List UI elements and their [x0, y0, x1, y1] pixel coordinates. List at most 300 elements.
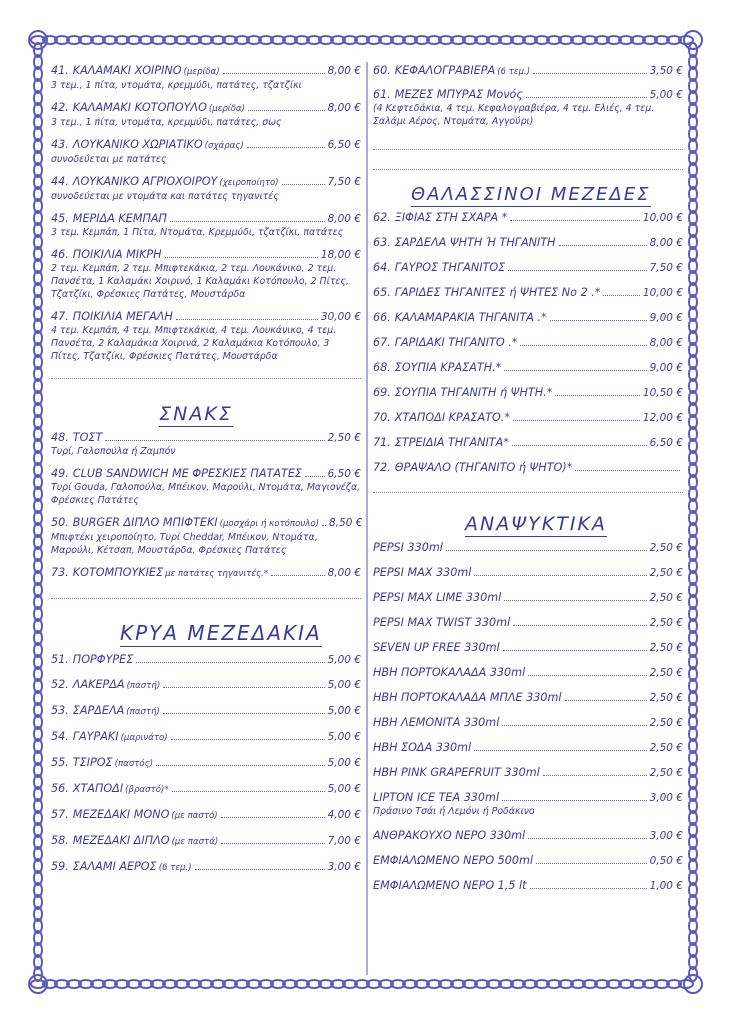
item-name: ΓΑΡΙΔΕΣ ΤΗΓΑΝΙΤΕΣ ή ΨΗΤΕΣ No 2 .*: [394, 286, 601, 299]
item-number: 72.: [373, 461, 391, 474]
menu-item: [373, 766, 683, 780]
menu-item: [51, 212, 361, 239]
dot-leader: [526, 97, 647, 98]
menu-item: [373, 261, 683, 275]
dot-leader: [163, 687, 324, 688]
dotted-separator: [51, 377, 361, 379]
item-price: 7,50 €: [649, 262, 683, 274]
dot-leader: [550, 320, 647, 321]
menu-item: [373, 879, 683, 893]
menu-item: [51, 653, 361, 667]
menu-item-row: [373, 88, 683, 102]
item-description: (4 Κεφτεδάκια, 4 τεμ. Κεφαλογραβιέρα, 4 τεμ. Ελιές, 4 τεμ. Σαλάμι Αέρος, Ντομάτα, Αγγούρι): [373, 103, 655, 127]
menu-item: [373, 666, 683, 680]
item-name: ΗΒΗ ΠΟΡΤΟΚΑΛΑΔΑ 330ml: [373, 666, 526, 679]
item-note: (μερίδα): [208, 104, 245, 114]
menu-item: [373, 641, 683, 655]
menu-item: [373, 854, 683, 868]
menu-item: [51, 756, 361, 771]
item-price: 9,00 €: [649, 362, 683, 374]
seafood-section: [373, 211, 683, 475]
dot-leader: [172, 791, 325, 792]
item-number: 45.: [51, 212, 69, 225]
item-number: 49.: [51, 467, 69, 480]
item-name: ΚΑΛΑΜΑΚΙ ΚΟΤΟΠΟΥΛΟ: [72, 101, 207, 114]
item-name: ΜΕΖΕΣ ΜΠΥΡΑΣ Μονός: [394, 88, 523, 101]
item-number: 42.: [51, 101, 69, 114]
item-price: 8,00 €: [649, 237, 683, 249]
menu-item: [373, 64, 683, 79]
dot-leader: [322, 525, 326, 526]
item-price: 1,00 €: [649, 880, 683, 892]
item-price: 9,00 €: [649, 312, 683, 324]
item-number: 68.: [373, 361, 391, 374]
item-name: ΚΕΦΑΛΟΓΡΑΒΙΕΡΑ: [394, 64, 496, 77]
item-price: 5,00 €: [327, 731, 361, 743]
item-description: Μπιφτέκι χειροποίητο, Τυρί Cheddar, Μπέικον, Ντομάτα, Μαρούλι, Κέτσαπ, Μουστάρδα, Φρέσκιες Πατάτες: [51, 532, 318, 556]
menu-item-row: [373, 436, 683, 450]
item-name: PEPSI MAX 330ml: [373, 566, 472, 579]
menu-item: [373, 436, 683, 450]
item-name: PEPSI MAX TWIST 330ml: [373, 616, 511, 629]
dot-leader: [474, 750, 646, 751]
menu-item-row: [373, 616, 683, 630]
menu-item: [51, 782, 361, 797]
dot-leader: [603, 295, 640, 296]
dotted-separator: [373, 148, 683, 150]
dot-leader: [504, 370, 646, 371]
menu-item: [51, 431, 361, 458]
menu-item-row: [51, 756, 361, 771]
item-price: 6,50 €: [327, 468, 361, 480]
menu-item-row: [373, 829, 683, 843]
item-price: 0,50 €: [649, 855, 683, 867]
item-price: 30,00 €: [320, 311, 361, 323]
dot-leader: [512, 445, 647, 446]
menu-item-row: [51, 212, 361, 226]
item-price: 8,00 €: [327, 65, 361, 77]
item-number: 47.: [51, 310, 69, 323]
item-name: LIPTON ICE TEA 330ml: [373, 791, 500, 804]
snacks-heading: ΣΝΑΚΣ: [159, 403, 233, 425]
seafood-heading: ΘΑΛΑΣΣΙΝΟΙ ΜΕΖΕΔΕΣ: [411, 184, 651, 205]
item-name: ΗΒΗ ΛΕΜΟΝΙΤΑ 330ml: [373, 716, 500, 729]
menu-item: [373, 616, 683, 630]
item-note: (χειροποίητο): [219, 178, 279, 188]
item-description: Τυρί Gouda, Γαλοπούλα, Μπέικον, Μαρούλι, Ντομάτα, Μαγιονέζα, Φρέσκιες Πατάτες: [51, 482, 361, 506]
item-description: Πράσινο Τσάι ή Λεμόνι ή Ροδάκινο: [373, 806, 535, 817]
menu-item-row: [51, 653, 361, 667]
item-name: ΜΕΖΕΔΑΚΙ ΔΙΠΛΟ: [72, 834, 170, 847]
item-price: 8,50 €: [329, 517, 363, 529]
item-price: 2,50 €: [649, 542, 683, 554]
item-price: 18,00 €: [320, 249, 361, 261]
item-number: 54.: [51, 730, 69, 743]
item-description: συνοδεύεται με πατάτες: [51, 154, 167, 165]
item-note: (παστή): [126, 707, 160, 717]
dot-leader: [221, 817, 325, 818]
menu-item: [373, 461, 683, 475]
item-name: ΛΟΥΚΑΝΙΚΟ ΧΩΡΙΑΤΙΚΟ: [72, 138, 203, 151]
item-note: με πατάτες τηγανιτές.*: [165, 569, 269, 579]
dot-leader: [223, 73, 325, 74]
menu-item: [373, 741, 683, 755]
item-price: 2,50 €: [649, 742, 683, 754]
menu-item: [373, 336, 683, 350]
menu-item-row: [373, 311, 683, 325]
menu-item-row: [373, 386, 683, 400]
item-price: 2,50 €: [649, 642, 683, 654]
menu-item-row: [373, 591, 683, 605]
item-name: ΜΕΖΕΔΑΚΙ ΜΟΝΟ: [72, 808, 170, 821]
menu-item-row: [373, 879, 683, 893]
menu-item: [373, 211, 683, 225]
item-name: ΣΟΥΠΙΑ ΚΡΑΣΑΤΗ.*: [394, 361, 502, 374]
dot-leader: [503, 650, 647, 651]
menu-item-row: [51, 101, 361, 116]
dot-leader: [271, 575, 324, 576]
menu-item-row: [51, 730, 361, 745]
item-description: 3 τεμ., 1 πίτα, ντομάτα, κρεμμύδι, πατάτες, σως: [51, 117, 282, 128]
menu-item: [51, 808, 361, 823]
dot-leader: [504, 600, 646, 601]
soft-drinks-section: [373, 541, 683, 893]
item-note: (παστός): [114, 759, 154, 769]
item-number: 66.: [373, 311, 391, 324]
item-name: ΚΟΤΟΜΠΟΥΚΙΕΣ: [72, 566, 164, 579]
item-name: ΓΑΥΡΟΣ ΤΗΓΑΝΙΤΟΣ: [394, 261, 506, 274]
dotted-separator: [373, 491, 683, 493]
dot-leader: [136, 662, 324, 663]
item-name: CLUB SANDWICH ΜΕ ΦΡΕΣΚΙΕΣ ΠΑΤΑΤΕΣ: [72, 467, 302, 480]
item-name: ΣΑΛΑΜΙ ΑΕΡΟΣ: [72, 860, 157, 873]
menu-item-row: [373, 461, 683, 475]
item-name: ΗΒΗ PINK GRAPEFRUIT 330ml: [373, 766, 540, 779]
item-note: (βραστό)*: [125, 785, 169, 795]
dot-leader: [105, 440, 324, 441]
menu-item: [51, 175, 361, 203]
item-price: 6,50 €: [327, 139, 361, 151]
item-price: 8,00 €: [649, 337, 683, 349]
item-number: 46.: [51, 248, 69, 261]
dot-leader: [528, 838, 646, 839]
menu-item-row: [51, 834, 361, 849]
item-name: ΗΒΗ ΣΟΔΑ 330ml: [373, 741, 472, 754]
menu-item-row: [51, 467, 361, 481]
menu-item-row: [373, 716, 683, 730]
dot-leader: [165, 257, 318, 258]
menu-item-row: [373, 64, 683, 79]
item-name: ΑΝΘΡΑΚΟΥΧΟ ΝΕΡΟ 330ml: [373, 829, 526, 842]
menu-item: [51, 516, 361, 557]
item-name: ΤΣΙΡΟΣ: [72, 756, 113, 769]
menu-item-row: [373, 741, 683, 755]
dot-leader: [176, 319, 318, 320]
item-price: 4,00 €: [327, 809, 361, 821]
item-price: 12,00 €: [642, 412, 683, 424]
menu-item: [51, 834, 361, 849]
dot-leader: [502, 725, 646, 726]
item-number: 63.: [373, 236, 391, 249]
item-name: ΣΑΡΔΕΛΑ ΨΗΤΗ Ή ΤΗΓΑΝΙΤΗ: [394, 236, 556, 249]
dot-leader: [195, 869, 325, 870]
item-price: 5,00 €: [327, 679, 361, 691]
dotted-separator: [51, 597, 361, 599]
dot-leader: [555, 395, 640, 396]
item-note: (6 τεμ.): [497, 67, 531, 77]
menu-item-row: [373, 361, 683, 375]
dot-leader: [474, 575, 646, 576]
item-name: ΣΟΥΠΙΑ ΤΗΓΑΝΙΤΗ ή ΨΗΤΗ.*: [394, 386, 553, 399]
cold-mezedes-section: [51, 653, 361, 875]
item-name: ΞΙΦΙΑΣ ΣΤΗ ΣΧΑΡΑ *: [394, 211, 508, 224]
item-price: 8,00 €: [327, 213, 361, 225]
item-name: BURGER ΔΙΠΛΟ ΜΠΙΦΤΕΚΙ: [72, 516, 218, 529]
item-description: 2 τεμ. Κεμπάπ, 2 τεμ. Μπιφτεκάκια, 2 τεμ. Λουκάνικο, 2 τεμ. Πανσέτα, 1 Καλαμάκι Χοιρινό, 1 Καλαμάκι Κοτόπουλο, 2 Πίτες, Τζατζίκι, Φρέσκιες Πατάτες, Μουστάρδα: [51, 263, 349, 300]
item-number: 43.: [51, 138, 69, 151]
item-name: ΓΑΥΡΑΚΙ: [72, 730, 119, 743]
dot-leader: [575, 470, 680, 471]
item-number: 51.: [51, 653, 69, 666]
menu-item-row: [373, 666, 683, 680]
dot-leader: [533, 73, 646, 74]
menu-item: [51, 248, 361, 301]
menu-item-row: [373, 211, 683, 225]
menu-item-row: [51, 310, 361, 324]
item-price: 3,00 €: [649, 830, 683, 842]
item-price: 8,00 €: [327, 567, 361, 579]
item-price: 2,50 €: [649, 667, 683, 679]
item-price: 3,50 €: [649, 65, 683, 77]
menu-item-row: [51, 782, 361, 797]
dot-leader: [508, 270, 646, 271]
item-name: ΧΤΑΠΟΔΙ ΚΡΑΣΑΤΟ.*: [394, 411, 510, 424]
dot-leader: [170, 221, 325, 222]
soft-drinks-heading: ΑΝΑΨΥΚΤΙΚΑ: [465, 513, 607, 535]
item-price: 5,00 €: [327, 705, 361, 717]
menu-item-row: [51, 860, 361, 875]
menu-item-row: [51, 566, 361, 581]
menu-item-row: [51, 64, 361, 79]
item-price: 2,50 €: [649, 617, 683, 629]
dot-leader: [156, 765, 325, 766]
item-number: 67.: [373, 336, 391, 349]
menu-item: [373, 411, 683, 425]
item-name: PEPSI 330ml: [373, 541, 443, 554]
item-note: (με παστό): [171, 811, 218, 821]
item-name: ΘΡΑΨΑΛΟ (ΤΗΓΑΝΙΤΟ ή ΨΗΤΟ)*: [394, 461, 573, 474]
item-number: 52.: [51, 678, 69, 691]
item-price: 10,50 €: [642, 387, 683, 399]
item-note: (με παστά): [171, 837, 219, 847]
menu-item-row: [373, 261, 683, 275]
item-name: ΜΕΡΙΔΑ ΚΕΜΠΑΠ: [72, 212, 167, 225]
item-note: (σχάρας): [204, 141, 244, 151]
item-price: 5,00 €: [327, 757, 361, 769]
menu-item: [373, 591, 683, 605]
item-name: ΧΤΑΠΟΔΙ: [72, 782, 124, 795]
item-name: ΛΑΚΕΡΔΑ: [72, 678, 125, 691]
dot-leader: [513, 625, 647, 626]
item-price: 2,50 €: [649, 692, 683, 704]
menu-item: [373, 566, 683, 580]
menu-item: [51, 566, 361, 581]
menu-item-row: [51, 678, 361, 693]
item-number: 71.: [373, 436, 391, 449]
dot-leader: [513, 420, 640, 421]
item-name: ΠΟΙΚΙΛΙΑ ΜΙΚΡΗ: [72, 248, 162, 261]
menu-item-row: [373, 286, 683, 300]
item-number: 69.: [373, 386, 391, 399]
item-price: 2,50 €: [649, 592, 683, 604]
menu-item-row: [51, 808, 361, 823]
dot-leader: [502, 800, 647, 801]
menu-item: [51, 860, 361, 875]
menu-item-row: [373, 236, 683, 250]
item-number: 64.: [373, 261, 391, 274]
menu-item: [51, 704, 361, 719]
item-number: 73.: [51, 566, 69, 579]
item-number: 62.: [373, 211, 391, 224]
item-number: 70.: [373, 411, 391, 424]
item-name: ΣΑΡΔΕΛΑ: [72, 704, 125, 717]
cold-mezedes-heading: ΚΡΥΑ ΜΕΖΕΔΑΚΙΑ: [120, 621, 322, 645]
menu-item: [373, 361, 683, 375]
dot-leader: [282, 184, 325, 185]
item-name: ΚΑΛΑΜΑΚΙ ΧΟΙΡΙΝΟ: [72, 64, 182, 77]
item-number: 60.: [373, 64, 391, 77]
left-column: [51, 64, 361, 886]
menu-item: [51, 138, 361, 166]
item-name: ΓΑΡΙΔΑΚΙ ΤΗΓΑΝΙΤΟ .*: [394, 336, 518, 349]
item-price: 6,50 €: [649, 437, 683, 449]
item-note: (6 τεμ.): [158, 863, 192, 873]
beer-mezes-section: [373, 64, 683, 128]
item-number: 53.: [51, 704, 69, 717]
menu-item: [373, 541, 683, 555]
item-number: 50.: [51, 516, 69, 529]
menu-item-row: [373, 791, 683, 805]
dotted-separator: [373, 168, 683, 170]
menu-item-row: [373, 641, 683, 655]
dot-leader: [221, 843, 324, 844]
item-price: 5,00 €: [327, 783, 361, 795]
item-price: 8,00 €: [327, 102, 361, 114]
item-name: ΕΜΦΙΑΛΩΜΕΝΟ ΝΕΡΟ 500ml: [373, 854, 534, 867]
menu-item-row: [51, 248, 361, 262]
item-note: (παστή): [126, 681, 161, 691]
dot-leader: [163, 713, 325, 714]
menu-item-row: [51, 175, 361, 190]
dot-leader: [520, 345, 646, 346]
menu-item-row: [51, 138, 361, 153]
dot-leader: [528, 675, 646, 676]
item-price: 2,50 €: [327, 432, 361, 444]
item-description: συνοδεύεται με ντομάτα και πατάτες τηγανιτές: [51, 191, 279, 202]
item-description: 4 τεμ. Κεμπάπ, 4 τεμ. Μπιφτεκάκια, 4 τεμ. Λουκάνικο, 4 τεμ. Πανσέτα, 2 Καλαμάκια Χοιρινά, 2 Καλαμάκια Κοτόπουλο, 3 Πίτες, Τζατζίκι, Φρέσκιες Πατάτες, Μουστάρδα: [51, 325, 337, 362]
item-note: (μοσχάρι ή κοτόπουλο): [219, 519, 319, 529]
dot-leader: [543, 775, 647, 776]
dot-leader: [248, 110, 325, 111]
menu-item-row: [373, 411, 683, 425]
item-description: Τυρί, Γαλοπούλα ή Ζαμπόν: [51, 446, 176, 457]
menu-item: [373, 386, 683, 400]
item-number: 61.: [373, 88, 391, 101]
item-number: 58.: [51, 834, 69, 847]
item-description: 3 τεμ. Κεμπάπ, 1 Πίτα, Ντομάτα, Κρεμμύδι, τζατζίκι, πατάτες: [51, 227, 344, 238]
menu-item-row: [51, 516, 361, 531]
menu-item-row: [373, 766, 683, 780]
item-price: 3,00 €: [649, 792, 683, 804]
menu-item: [373, 286, 683, 300]
item-price: 10,00 €: [642, 212, 683, 224]
menu-item-row: [373, 854, 683, 868]
menu-item: [373, 791, 683, 818]
menu-item: [51, 64, 361, 92]
menu-item: [51, 101, 361, 129]
item-price: 7,50 €: [327, 176, 361, 188]
menu-item: [373, 691, 683, 705]
item-price: 5,00 €: [649, 89, 683, 101]
dot-leader: [536, 863, 647, 864]
item-description: 3 τεμ., 1 πίτα, ντομάτα, κρεμμύδι, πατάτες, τζατζίκι: [51, 80, 302, 91]
menu-item: [373, 236, 683, 250]
item-name: PEPSI MAX LIME 330ml: [373, 591, 502, 604]
menu-item-row: [51, 431, 361, 445]
menu-item-row: [373, 336, 683, 350]
menu-item-row: [373, 541, 683, 555]
item-number: 65.: [373, 286, 391, 299]
menu-item-row: [373, 691, 683, 705]
item-name: ΗΒΗ ΠΟΡΤΟΚΑΛΑΔΑ ΜΠΛΕ 330ml: [373, 691, 562, 704]
dot-leader: [530, 888, 647, 889]
dot-leader: [565, 700, 647, 701]
dot-leader: [510, 220, 640, 221]
dot-leader: [247, 147, 325, 148]
menu-item: [51, 678, 361, 693]
menu-item-row: [373, 566, 683, 580]
item-price: 3,00 €: [327, 861, 361, 873]
item-price: 10,00 €: [642, 287, 683, 299]
menu-item: [373, 829, 683, 843]
grill-section: [51, 64, 361, 363]
item-name: ΛΟΥΚΑΝΙΚΟ ΑΓΡΙΟΧΟΙΡΟΥ: [72, 175, 218, 188]
item-name: ΕΜΦΙΑΛΩΜΕΝΟ ΝΕΡΟ 1,5 lt: [373, 879, 527, 892]
item-name: ΣΤΡΕΙΔΙΑ ΤΗΓΑΝΙΤΑ*: [394, 436, 509, 449]
item-number: 56.: [51, 782, 69, 795]
menu-item: [51, 730, 361, 745]
item-price: 2,50 €: [649, 717, 683, 729]
menu-item: [51, 467, 361, 507]
item-number: 57.: [51, 808, 69, 821]
item-price: 2,50 €: [649, 767, 683, 779]
item-number: 41.: [51, 64, 69, 77]
item-name: ΚΑΛΑΜΑΡΑΚΙΑ ΤΗΓΑΝΙΤΑ .*: [394, 311, 547, 324]
item-note: (μερίδα): [183, 67, 220, 77]
item-price: 2,50 €: [649, 567, 683, 579]
menu-item: [51, 310, 361, 363]
item-number: 48.: [51, 431, 69, 444]
item-number: 55.: [51, 756, 69, 769]
snacks-section: [51, 431, 361, 581]
item-name: ΠΟΡΦΥΡΕΣ: [72, 653, 134, 666]
dot-leader: [171, 739, 325, 740]
menu-item-row: [51, 704, 361, 719]
right-column: [373, 64, 683, 904]
item-name: ΤΟΣΤ: [72, 431, 103, 444]
menu-item: [373, 311, 683, 325]
item-name: SEVEN UP FREE 330ml: [373, 641, 500, 654]
